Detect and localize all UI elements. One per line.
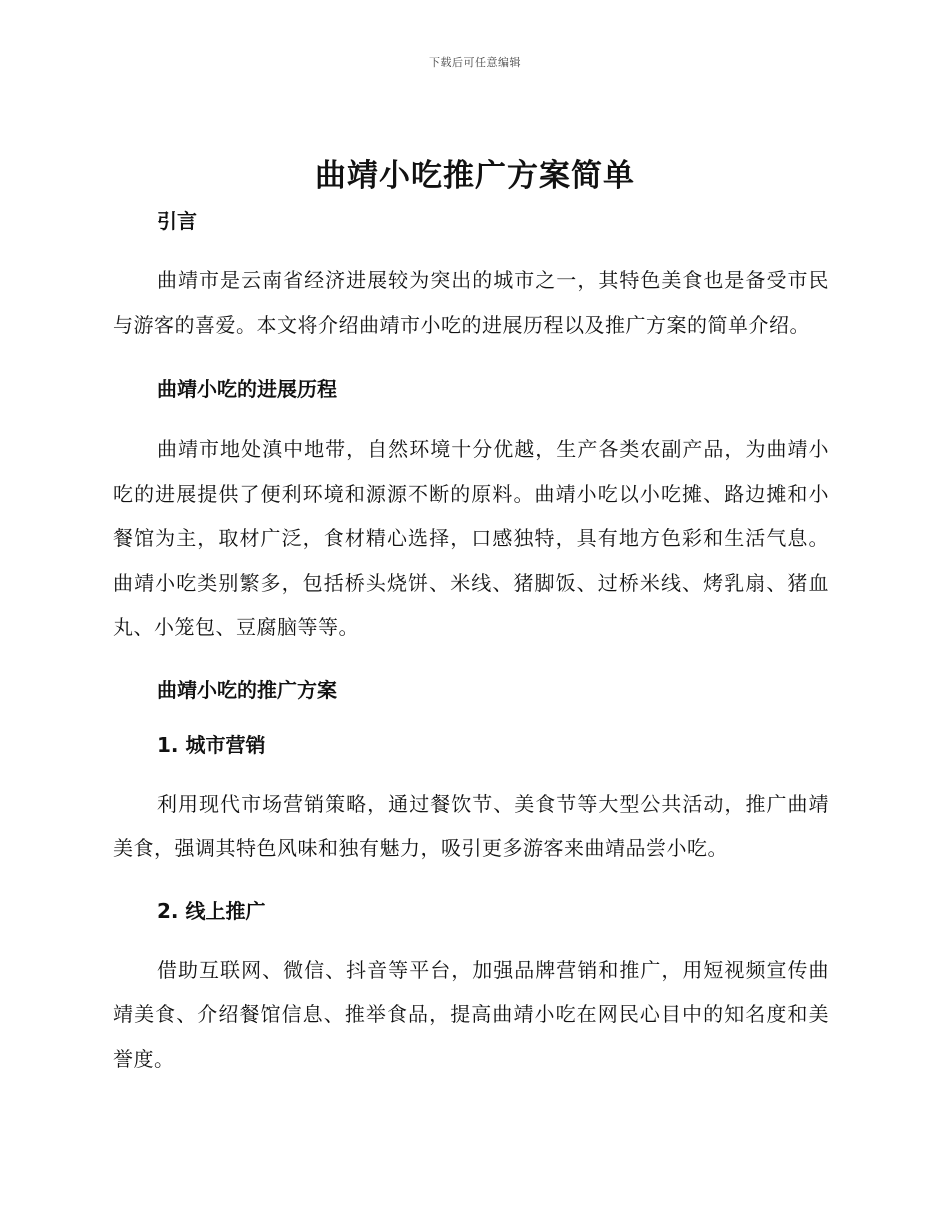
- intro-heading: 引言: [157, 209, 197, 233]
- intro-paragraph: 曲靖市是云南省经济进展较为突出的城市之一，其特色美食也是备受市民与游客的喜爱。本文将介绍曲靖市小吃的进展历程以及推广方案的简单介绍。: [113, 268, 829, 337]
- plan1-heading: 1. 城市营销: [157, 732, 266, 757]
- history-heading: 曲靖小吃的进展历程: [157, 377, 337, 401]
- header-note: 下载后可任意编辑: [429, 56, 521, 69]
- document-title: 曲靖小吃推广方案简单: [315, 158, 635, 194]
- plan-heading: 曲靖小吃的推广方案: [157, 677, 337, 702]
- plan2-heading: 2. 线上推广: [157, 898, 266, 923]
- plan2-paragraph: 借助互联网、微信、抖音等平台，加强品牌营销和推广，用短视频宣传曲靖美食、介绍餐馆信息、推举食品，提高曲靖小吃在网民心目中的知名度和美誉度。: [113, 957, 829, 1071]
- plan1-paragraph: 利用现代市场营销策略，通过餐饮节、美食节等大型公共活动，推广曲靖美食，强调其特色风味和独有魅力，吸引更多游客来曲靖品尝小吃。: [113, 791, 829, 860]
- history-paragraph: 曲靖市地处滇中地带，自然环境十分优越，生产各类农副产品，为曲靖小吃的进展提供了便利环境和源源不断的原料。曲靖小吃以小吃摊、路边摊和小餐馆为主，取材广泛，食材精心选择，口感独特，具有地方色彩和生活气息。曲靖小吃类别繁多，包括桥头烧饼、米线、猪脚饭、过桥米线、烤乳扇、猪血丸、小笼包、豆腐脑等等。: [113, 437, 829, 639]
- document-body: [113, 203, 829, 1081]
